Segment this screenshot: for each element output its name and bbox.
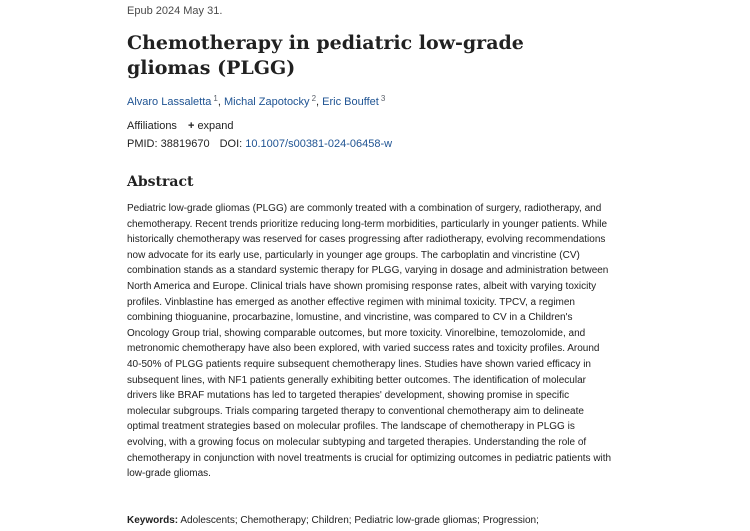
author-name: Eric Bouffet — [322, 96, 379, 108]
doi-label: DOI: — [219, 138, 243, 150]
plus-icon: + — [188, 120, 195, 132]
doi-link[interactable]: 10.1007/s00381-024-06458-w — [245, 138, 393, 150]
abstract-heading: Abstract — [127, 174, 194, 190]
pmid-value: 38819670 — [160, 138, 210, 150]
author-link[interactable] — [322, 96, 385, 108]
author-separator: , — [217, 96, 221, 108]
expand-affiliations-button[interactable] — [188, 120, 234, 132]
article-title: Chemotherapy in pediatric low-grade gliomas (PLGG) — [127, 32, 524, 79]
epub-date: Epub 2024 May 31. — [127, 5, 223, 17]
expand-label: expand — [197, 120, 234, 132]
author-link[interactable] — [127, 96, 218, 108]
author-link[interactable] — [224, 96, 316, 108]
author-separator: , — [316, 96, 320, 108]
pmid-label: PMID: — [127, 138, 158, 150]
authors-list — [127, 94, 385, 108]
identifiers-row — [127, 138, 392, 150]
author-affiliation-number[interactable]: 3 — [380, 94, 386, 103]
keywords-label: Keywords: — [127, 515, 179, 526]
author-name: Alvaro Lassaletta — [127, 96, 212, 108]
abstract-text: Pediatric low-grade gliomas (PLGG) are commonly treated with a combination of surgery, radiotherapy, and chemotherapy. Recent trends prioritize reducing long-term morbidities, particularly in younger patients. While historically chemotherapy was reserved for cases progressing after radiotherapy, evolving recommendations now advocate for its early use, particularly in younger age groups. The carboplatin and vincristine (CV) combination stands as a standard systemic therapy for PLGG, varying in dosage and administration between North America and Europe. Clinical trials have shown promising response rates, albeit with varying toxicity profiles. Vinblastine has emerged as another effective regimen with minimal toxicity. TPCV, a regimen combining thioguanine, procarbazine, lomustine, and vincristine, was compared to CV in a Children's Oncology Group trial, showing comparable outcomes, but more toxicity. Vinorelbine, temozolomide, and metronomic chemotherapy have also been explored, with varied success rates and toxicity profiles. Around 40-50% of PLGG patients require subsequent chemotherapy lines. Studies have shown varied efficacy in subsequent lines, with NF1 patients generally exhibiting better outcomes. The identification of molecular drivers like BRAF mutations has led to targeted therapies' development, showing promise in specific molecular subgroups. Trials comparing targeted therapy to conventional chemotherapy aim to delineate optimal treatment strategies based on molecular profiles. The landscape of chemotherapy in PLGG is evolving, with a growing focus on molecular subtyping and targeted therapies. Understanding the role of chemotherapy in conjunction with novel treatments is crucial for optimizing outcomes in pediatric patients with low-grade gliomas. — [127, 203, 612, 480]
affiliations-label: Affiliations — [127, 120, 177, 132]
author-affiliation-number[interactable]: 1 — [213, 94, 218, 103]
affiliations-row — [127, 120, 234, 132]
keywords-list: Adolescents; Chemotherapy; Children; Pediatric low-grade gliomas; Progression; — [180, 515, 539, 526]
author-name: Michal Zapotocky — [223, 96, 310, 108]
keywords-row — [127, 515, 617, 526]
author-affiliation-number[interactable]: 2 — [311, 94, 317, 103]
